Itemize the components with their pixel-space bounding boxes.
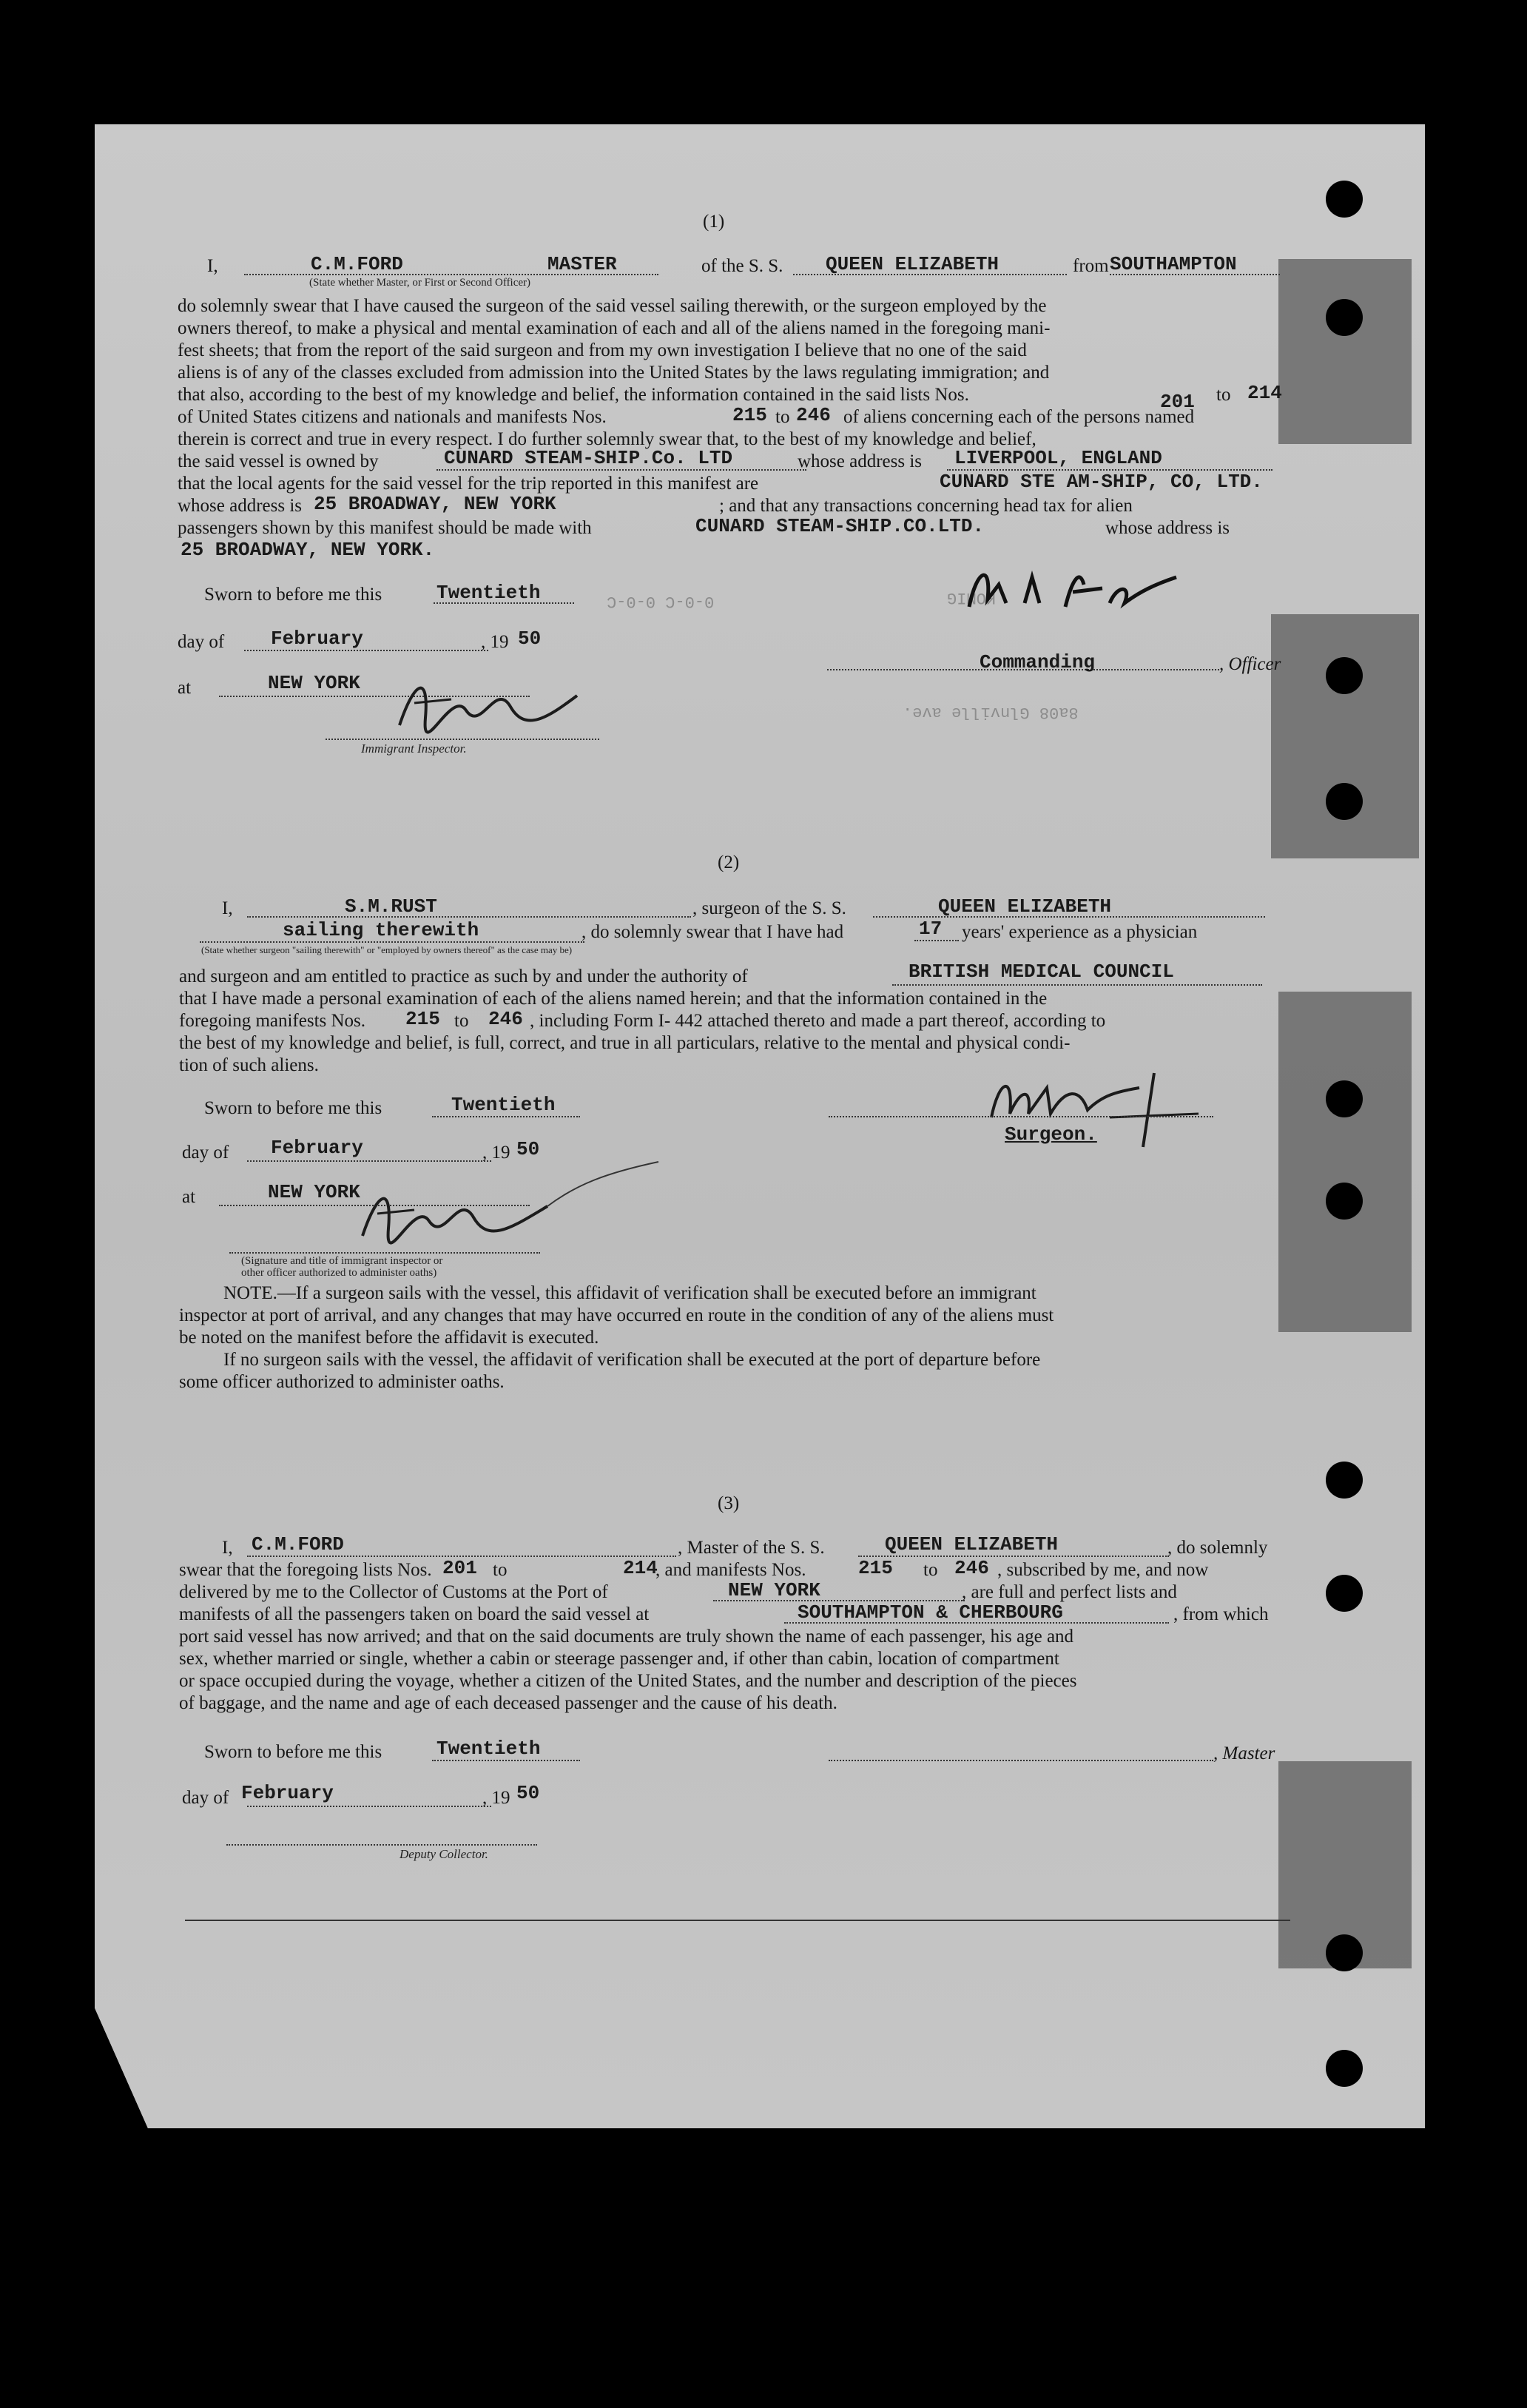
punch-hole	[1326, 1183, 1363, 1220]
bottom-rule	[185, 1920, 1290, 1921]
punch-hole	[1326, 657, 1363, 694]
note-line: If no surgeon sails with the vessel, the affidavit of verification shall be executed at the port of departure before	[223, 1350, 1041, 1370]
master-name: C.M.FORD	[311, 253, 403, 275]
fill-line	[914, 940, 959, 941]
oath-line: fest sheets; that from the report of the said surgeon and from my own investigation I believe that no one of the said	[178, 340, 1027, 360]
punch-hole	[1326, 1575, 1363, 1612]
sworn-day: Twentieth	[436, 582, 541, 604]
ship-name: QUEEN ELIZABETH	[938, 895, 1112, 918]
year-prefix: , 19	[482, 1788, 510, 1808]
sworn-place: NEW YORK	[268, 672, 360, 694]
local-agents: CUNARD STE AM-SHIP, CO, LTD.	[940, 471, 1263, 493]
master-role: Commanding	[980, 651, 1096, 673]
at-label: at	[178, 678, 192, 698]
head-tax-party: CUNARD STEAM-SHIP.CO.LTD.	[695, 515, 985, 537]
signature-line	[326, 739, 599, 740]
inspector-signature	[340, 1154, 666, 1258]
manifests-from: 215	[732, 404, 767, 426]
subscribed-label: , subscribed by me, and now	[997, 1560, 1209, 1580]
manifests-to: 246	[954, 1557, 989, 1579]
signature-line	[226, 1844, 537, 1846]
manifests-from: 215	[405, 1008, 440, 1030]
oath-line: manifests of all the passengers taken on board the said vessel at	[179, 1604, 650, 1624]
master-name: C.M.FORD	[252, 1533, 344, 1556]
note-line: NOTE.—If a surgeon sails with the vessel, this affidavit of verification shall be executed before an immigrant	[223, 1283, 1036, 1303]
sworn-month: February	[241, 1782, 334, 1804]
section-number: (1)	[703, 212, 725, 232]
punch-hole	[1326, 299, 1363, 336]
tape-strip	[1278, 992, 1412, 1332]
deputy-caption: Deputy Collector.	[400, 1847, 488, 1861]
day-of-label: day of	[178, 632, 225, 652]
lists-from: 201	[442, 1557, 477, 1579]
ship-name: QUEEN ELIZABETH	[826, 253, 1000, 275]
sworn-place: NEW YORK	[268, 1181, 360, 1203]
bleed-through-mark: 0-0-C 0-0-C	[607, 592, 715, 611]
aliens-tail: of aliens concerning each of the persons named	[843, 407, 1195, 427]
to-label: to	[454, 1011, 469, 1031]
of-the-ss-label: of the S. S.	[701, 256, 783, 276]
signature-line	[829, 1760, 1213, 1761]
fill-line	[892, 984, 1262, 986]
note-line: be noted on the manifest before the affidavit is executed.	[179, 1328, 599, 1348]
oath-line: that I have made a personal examination of each of the aliens named herein; and that the information contained in the	[179, 989, 1048, 1009]
punch-hole	[1326, 1080, 1363, 1117]
ship-name: QUEEN ELIZABETH	[885, 1533, 1059, 1556]
officer-label: , Officer	[1219, 654, 1281, 674]
lists-from: 201	[1160, 391, 1195, 413]
years-experience: 17	[919, 918, 943, 940]
oath-line: aliens is of any of the classes excluded from admission into the United States by the laws regulating immigration; and	[178, 363, 1050, 383]
agents-address: 25 BROADWAY, NEW YORK	[314, 493, 556, 515]
practice-authority: BRITISH MEDICAL COUNCIL	[909, 961, 1174, 983]
oath-line: owners thereof, to make a physical and mental examination of each and all of the aliens named in the foregoing mani-	[178, 318, 1051, 338]
day-of-label: day of	[182, 1788, 229, 1808]
bleed-through-mark: KOMIG	[947, 588, 997, 607]
sworn-day: Twentieth	[451, 1094, 556, 1116]
master-label: , Master	[1213, 1743, 1275, 1763]
to-label: to	[775, 407, 790, 427]
punch-hole	[1326, 1462, 1363, 1499]
punch-hole	[1326, 181, 1363, 218]
fill-line	[200, 941, 584, 943]
oath-line: port said vessel has now arrived; and that on the said documents are truly shown the name of each passenger, his age and	[179, 1627, 1074, 1647]
lists-to: 214	[1247, 382, 1282, 404]
punch-hole	[1326, 783, 1363, 820]
oath-line: therein is correct and true in every respect. I do further solemnly swear that, to the best of my knowledge and belief,	[178, 429, 1036, 449]
oath-line: sex, whether married or single, whether a cabin or steerage passenger and, if other than cabin, location of compartment	[179, 1649, 1059, 1669]
oath-line: that also, according to the best of my knowledge and belief, the information contained in the said lists Nos.	[178, 385, 969, 405]
manifests-from: 215	[858, 1557, 893, 1579]
sworn-year: 50	[516, 1782, 540, 1804]
sworn-year: 50	[516, 1138, 540, 1160]
master-title: MASTER	[547, 253, 617, 275]
to-label: to	[923, 1560, 938, 1580]
year-prefix: , 19	[482, 1143, 510, 1163]
from-label: from	[1073, 256, 1109, 276]
tape-strip	[1278, 259, 1412, 444]
sworn-month: February	[271, 1137, 363, 1159]
year-prefix: , 19	[481, 632, 509, 652]
do-solemnly-label: , do solemnly	[1167, 1538, 1268, 1558]
years-tail: years' experience as a physician	[962, 922, 1198, 942]
section-number: (3)	[718, 1493, 740, 1513]
at-label: at	[182, 1187, 196, 1207]
note-line: inspector at port of arrival, and any changes that may have occurred en route in the condition of any of the aliens must	[179, 1305, 1054, 1325]
oath-line: , including Form I- 442 attached thereto and made a part thereof, according to	[530, 1011, 1106, 1031]
oath-line: swear that the foregoing lists Nos.	[179, 1560, 432, 1580]
oath-line: foregoing manifests Nos.	[179, 1011, 366, 1031]
sworn-label: Sworn to before me this	[204, 1742, 382, 1762]
oath-line: delivered by me to the Collector of Customs at the Port of	[179, 1582, 608, 1602]
oath-line: that the local agents for the said vessel for the trip reported in this manifest are	[178, 474, 759, 494]
inspector-signature	[385, 666, 607, 747]
signature-line	[229, 1252, 540, 1254]
swear-label: , do solemnly swear that I have had	[582, 922, 844, 942]
owner-address: LIVERPOOL, ENGLAND	[954, 447, 1162, 469]
manifests-to: 246	[796, 404, 831, 426]
note-line: some officer authorized to administer oaths.	[179, 1372, 505, 1392]
inspector-caption: Immigrant Inspector.	[361, 741, 467, 756]
punch-hole	[1326, 1934, 1363, 1971]
fill-line	[858, 1556, 1169, 1557]
fill-line	[432, 1760, 580, 1761]
arrival-port: NEW YORK	[728, 1579, 820, 1601]
lists-to: 214	[623, 1557, 658, 1579]
oath-i-label: I,	[222, 1538, 233, 1558]
oath-line: or space occupied during the voyage, whether a citizen of the United States, and the number and description of the pieces	[179, 1671, 1077, 1691]
surgeon-role: Surgeon.	[1005, 1123, 1097, 1146]
vessel-owner: CUNARD STEAM-SHIP.Co. LTD	[444, 447, 733, 469]
oath-line: of United States citizens and nationals and manifests Nos.	[178, 407, 607, 427]
oath-line: of baggage, and the name and age of each deceased passenger and the cause of his death.	[179, 1693, 837, 1713]
oath-line: the said vessel is owned by	[178, 451, 379, 471]
sailing-hint: (State whether surgeon "sailing therewith" or "employed by owners thereof" as the case may be)	[201, 944, 573, 955]
signature-hint: (Signature and title of immigrant inspector or	[241, 1255, 443, 1267]
fill-line	[244, 650, 488, 651]
oath-i-label: I,	[222, 898, 233, 918]
surgeon-of-label: , surgeon of the S. S.	[692, 898, 846, 918]
sworn-label: Sworn to before me this	[204, 585, 382, 605]
surgeon-name: S.M.RUST	[345, 895, 437, 918]
oath-line: the best of my knowledge and belief, is full, correct, and true in all particulars, relative to the mental and physical condi-	[179, 1033, 1071, 1053]
section-number: (2)	[718, 852, 740, 872]
master-signature	[954, 555, 1191, 629]
oath-line: tion of such aliens.	[179, 1055, 319, 1075]
fill-line	[432, 1116, 580, 1117]
to-label: to	[493, 1560, 508, 1580]
oath-i-label: I,	[207, 256, 218, 276]
bleed-through-mark: 8a08 Glnville ave.	[903, 703, 1079, 722]
head-tax-address: 25 BROADWAY, NEW YORK.	[181, 539, 435, 561]
fill-line	[247, 1806, 491, 1807]
punch-hole	[1326, 2050, 1363, 2087]
full-lists-label: , are full and perfect lists and	[962, 1582, 1177, 1602]
sworn-month: February	[271, 628, 363, 650]
head-tax-text: ; and that any transactions concerning head tax for alien	[719, 496, 1133, 516]
oath-line: passengers shown by this manifest should be made with	[178, 518, 592, 538]
surgeon-status: sailing therewith	[283, 919, 479, 941]
signature-line	[829, 1116, 1213, 1117]
fill-line	[247, 916, 691, 918]
departure-port: SOUTHAMPTON	[1110, 253, 1237, 275]
sworn-day: Twentieth	[436, 1738, 541, 1760]
signature-hint: other officer authorized to administer oaths)	[241, 1267, 437, 1279]
fill-line	[436, 469, 806, 471]
whose-address-label: whose address is	[1105, 518, 1230, 538]
from-which-label: , from which	[1173, 1604, 1269, 1624]
oath-line: whose address is	[178, 496, 303, 516]
day-of-label: day of	[182, 1143, 229, 1163]
to-label: to	[1216, 385, 1231, 405]
title-hint: (State whether Master, or First or Second Officer)	[309, 277, 531, 289]
embarkation-ports: SOUTHAMPTON & CHERBOURG	[798, 1601, 1063, 1624]
oath-line: do solemnly swear that I have caused the surgeon of the said vessel sailing therewith, or the surgeon employed by the	[178, 296, 1047, 316]
oath-line: and surgeon and am entitled to practice as such by and under the authority of	[179, 966, 748, 986]
and-manifests-label: , and manifests Nos.	[655, 1560, 806, 1580]
sworn-year: 50	[518, 628, 542, 650]
manifests-to: 246	[488, 1008, 523, 1030]
tape-strip	[1271, 614, 1419, 858]
whose-address-label: whose address is	[798, 451, 923, 471]
sworn-label: Sworn to before me this	[204, 1098, 382, 1118]
master-of-label: , Master of the S. S.	[678, 1538, 825, 1558]
